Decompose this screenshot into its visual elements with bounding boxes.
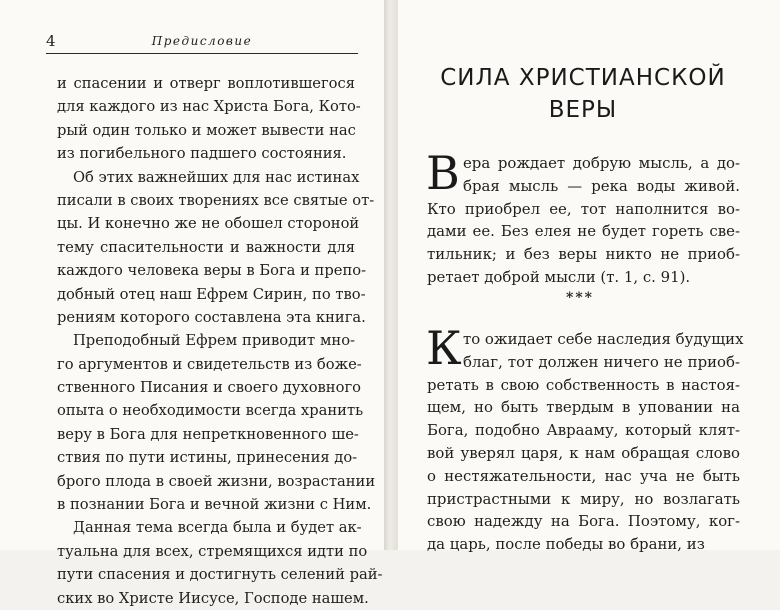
text-line: Об этих важнейших для нас истинах [73,168,360,186]
text-line: вой уверял царя, к нам обращая слово [427,443,740,462]
text-line: цы. И конечно же не обошел стороной [57,215,360,233]
text-line: Кто приобрел ее, тот наполнится во- [427,199,740,218]
chapter-title-line-1: СИЛА ХРИСТИАНСКОЙ [440,65,726,91]
chapter-title [410,62,756,126]
text-line: пристрастными к миру, но возлагать [427,489,740,508]
text-line: дами ее. Без елея не будет гореть све- [427,222,740,241]
chapter-title-line-2: ВЕРЫ [548,97,618,123]
text-line: Бога, подобно Аврааму, который клят- [427,421,740,440]
text-line: в познании Бога и вечной жизни с Ним. [57,496,372,514]
paragraph-2 [427,328,744,556]
text-line: то ожидает себе наследия будущих [463,330,744,348]
text-line: о нестяжательности, нас уча не быть [427,466,740,485]
text-line: ера рождает добрую мысль, а до- [463,154,740,172]
text-line: из погибельного падшего состояния. [57,145,347,163]
text-line: добный отец наш Ефрем Сирин, по тво- [57,285,366,303]
text-line: писали в своих творениях все святые от- [57,191,375,209]
text-line: туальна для всех, стремящихся идти по [57,542,368,560]
text-line: брого плода в своей жизни, возрастании [57,472,376,490]
book-gutter [384,0,398,550]
text-line: щем, но быть твердым в уповании на [427,398,740,417]
text-line: каждого человека веры в Бога и препо- [57,262,367,280]
running-head [46,32,358,52]
text-line: рый один только и может вывести нас [57,121,356,139]
running-title: Предисловие [151,34,253,48]
text-line: ретает доброй мысли (т. 1, с. 91). [427,267,691,286]
text-line: пути спасения и достигнуть селений рай- [57,566,383,584]
text-line: благ, тот должен ничего не приоб- [463,352,740,371]
text-line: тему спасительности и важности для [57,238,355,256]
text-line: ских во Христе Иисусе, Господе нашем. [57,589,369,607]
left-text-block [57,72,383,610]
text-line: ретать в свою собственность в настоя- [427,375,740,394]
text-line: и спасении и отверг воплотившегося [57,75,355,92]
page-number: 4 [46,32,56,50]
drop-cap-1: В [426,146,460,200]
text-line: тильник; и без веры никто не приоб- [427,245,740,264]
paragraph-1 [426,146,740,289]
text-line: брая мысль — река воды живой. [463,176,740,195]
text-line: веру в Бога для непреткновенного ше- [57,425,359,443]
text-line: ственного Писания и своего духовного [57,379,361,397]
section-separator: *** [566,290,594,306]
text-line: рениям которого составлена эта книга. [57,308,366,326]
text-line: ствия по пути истины, принесения до- [57,449,358,467]
text-line: для каждого из нас Христа Бога, Кото- [57,98,361,116]
text-line: го аргументов и свидетельств из боже- [57,355,362,373]
header-rule [46,53,358,54]
text-line: да царь, после победы во брани, из [427,535,705,554]
text-line: Преподобный Ефрем приводит мно- [73,332,355,350]
text-line: опыта о необходимости всегда хранить [57,402,364,420]
drop-cap-2: К [426,321,462,375]
text-line: свою надежду на Бога. Поэтому, ког- [427,512,740,531]
text-line: Данная тема всегда была и будет ак- [73,519,362,537]
